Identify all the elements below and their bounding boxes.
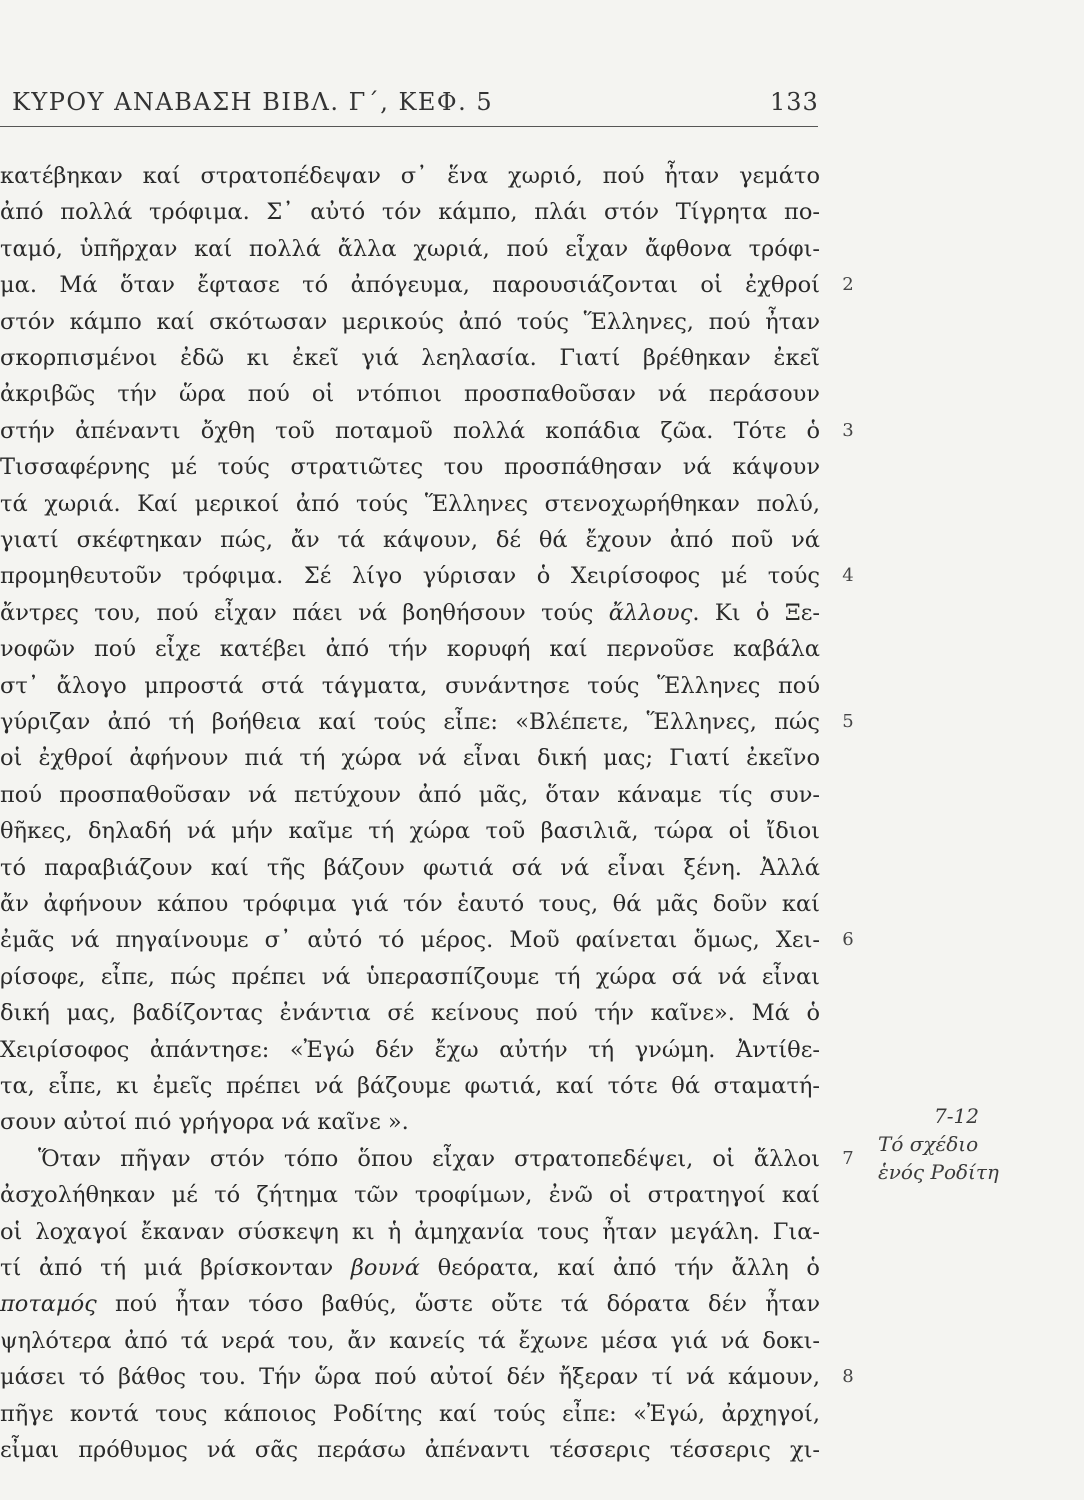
text-line: ψηλότερα ἀπό τά νερά του, ἄν κανείς τά ἔχωνε μέσα γιά νά δοκι- bbox=[0, 1327, 820, 1354]
text-line: Ὅταν πῆγαν στόν τόπο ὅπου εἶχαν στρατοπεδέψει, οἱ ἄλλοι bbox=[38, 1145, 820, 1172]
text-line: πῆγε κοντά τους κάποιος Ροδίτης καί τούς εἶπε: «Ἐγώ, ἀρχηγοί, bbox=[0, 1400, 820, 1427]
text-line: Χειρίσοφος ἀπάντησε: «Ἐγώ δέν ἔχω αὐτήν τή γνώμη. Ἀντίθε- bbox=[0, 1036, 820, 1063]
text-line: μάσει τό βάθος του. Τήν ὥρα πού αὐτοί δέν ἤξεραν τί νά κάμουν, bbox=[0, 1364, 820, 1391]
text-line: τό παραβιάζουν καί τῆς βάζουν φωτιά σά νά εἶναι ξένη. Ἀλλά bbox=[0, 854, 820, 881]
section-number: 6 bbox=[842, 929, 854, 951]
text-line: δική μας, βαδίζοντας ἐνάντια σέ κείνους πού τήν καῖνε». Μά ὁ bbox=[0, 1000, 820, 1027]
section-number: 4 bbox=[842, 565, 854, 587]
text-line: εἶμαι πρόθυμος νά σᾶς περάσω ἀπέναντι τέσσερις τέσσερις χι- bbox=[0, 1437, 820, 1463]
text-line: στ᾽ ἄλογο μπροστά στά τάγματα, συνάντησε τούς Ἕλληνες πού bbox=[0, 672, 820, 699]
italic-word: βουνά bbox=[350, 1255, 420, 1281]
text-line: στήν ἀπέναντι ὄχθη τοῦ ποταμοῦ πολλά κοπάδια ζῶα. Τότε ὁ bbox=[0, 417, 820, 444]
section-number: 2 bbox=[842, 274, 854, 296]
italic-word: ἄλλους bbox=[608, 599, 693, 626]
text-line: ἄν ἀφήνουν κάπου τρόφιμα γιά τόν ἑαυτό τους, θά μᾶς δοῦν καί bbox=[0, 891, 820, 917]
text-line: στόν κάμπο καί σκότωσαν μερικούς ἀπό τούς Ἕλληνες, πού ἦταν bbox=[0, 308, 820, 335]
header-rule bbox=[0, 126, 818, 127]
text-line: ρίσοφε, εἶπε, πώς πρέπει νά ὑπερασπίζουμε τή χώρα σά νά εἶναι bbox=[0, 963, 820, 990]
text-line: ἀκριβῶς τήν ὥρα πού οἱ ντόπιοι προσπαθοῦσαν νά περάσουν bbox=[0, 381, 820, 408]
margin-note-caption: ἑνός Ροδίτη bbox=[878, 1160, 999, 1184]
section-number: 3 bbox=[842, 419, 854, 441]
text-line: ἀπό πολλά τρόφιμα. Σ᾽ αὐτό τόν κάμπο, πλάι στόν Τίγρητα πο- bbox=[0, 199, 820, 226]
text-line: κατέβηκαν καί στρατοπέδεψαν σ᾽ ἕνα χωριό, πού ἦταν γεμάτο bbox=[0, 163, 820, 189]
text-line: ἄντρες του, πού εἶχαν πάει νά βοηθήσουν τούς ἄλλους. Κι ὁ Ξε- bbox=[0, 599, 820, 626]
text-line: γύριζαν ἀπό τή βοήθεια καί τούς εἶπε: «Βλέπετε, Ἕλληνες, πώς bbox=[0, 709, 820, 735]
text-line: ἀσχολήθηκαν μέ τό ζήτημα τῶν τροφίμων, ἐνῶ οἱ στρατηγοί καί bbox=[0, 1182, 820, 1209]
text-line: Τισσαφέρνης μέ τούς στρατιῶτες του προσπάθησαν νά κάψουν bbox=[0, 454, 820, 481]
text-line: οἱ λοχαγοί ἔκαναν σύσκεψη κι ἡ ἀμηχανία τους ἦταν μεγάλη. Για- bbox=[0, 1218, 820, 1245]
text-line: σκορπισμένοι ἐδῶ κι ἐκεῖ γιά λεηλασία. Γιατί βρέθηκαν ἐκεῖ bbox=[0, 345, 820, 371]
text-line: τί ἀπό τή μιά βρίσκονταν βουνά θεόρατα, καί ἀπό τήν ἄλλη ὁ bbox=[0, 1255, 820, 1281]
text-line: ἐμᾶς νά πηγαίνουμε σ᾽ αὐτό τό μέρος. Μοῦ φαίνεται ὅμως, Χει- bbox=[0, 927, 820, 954]
text-line: θῆκες, δηλαδή νά μήν καῖμε τή χώρα τοῦ βασιλιᾶ, τώρα οἱ ἴδιοι bbox=[0, 818, 820, 845]
margin-note bbox=[872, 1102, 1084, 1186]
text-line: γιατί σκέφτηκαν πώς, ἄν τά κάψουν, δέ θά ἔχουν ἀπό ποῦ νά bbox=[0, 527, 820, 553]
text-line: τα, εἶπε, κι ἐμεῖς πρέπει νά βάζουμε φωτιά, καί τότε θά σταματή- bbox=[0, 1073, 820, 1099]
text-line: νοφῶν πού εἶχε κατέβει ἀπό τήν κορυφή καί περνοῦσε καβάλα bbox=[0, 636, 820, 663]
running-head-title: ΚΥΡΟΥ ΑΝΑΒΑΣΗ ΒΙΒΛ. Γ΄, ΚΕΦ. 5 bbox=[12, 88, 494, 116]
text-line: σουν αὐτοί πιό γρήγορα νά καῖνε ». bbox=[0, 1109, 409, 1136]
text-line: πού προσπαθοῦσαν νά πετύχουν ἀπό μᾶς, ὅταν κάναμε τίς συν- bbox=[0, 781, 820, 808]
section-number: 7 bbox=[842, 1147, 854, 1169]
section-number: 5 bbox=[842, 711, 854, 732]
section-number: 8 bbox=[842, 1366, 854, 1388]
text-line: ποταμός πού ἦταν τόσο βαθύς, ὥστε οὔτε τά δόρατα δέν ἦταν bbox=[0, 1291, 820, 1318]
text-line: οἱ ἐχθροί ἀφήνουν πιά τή χώρα νά εἶναι δική μας; Γιατί ἐκεῖνο bbox=[0, 745, 820, 772]
margin-note-range: 7-12 bbox=[934, 1104, 979, 1128]
text-line: μα. Μά ὅταν ἔφτασε τό ἀπόγευμα, παρουσιάζονται οἱ ἐχθροί bbox=[0, 272, 820, 299]
italic-word: ποταμός bbox=[0, 1291, 97, 1318]
text-line: ταμό, ὑπῆρχαν καί πολλά ἄλλα χωριά, πού εἶχαν ἄφθονα τρόφι- bbox=[0, 235, 820, 262]
margin-note-caption: Τό σχέδιο bbox=[878, 1132, 979, 1156]
text-line: τά χωριά. Καί μερικοί ἀπό τούς Ἕλληνες στενοχωρήθηκαν πολύ, bbox=[0, 490, 820, 517]
page-number: 133 bbox=[770, 88, 819, 116]
text-line: προμηθευτοῦν τρόφιμα. Σέ λίγο γύρισαν ὁ Χειρίσοφος μέ τούς bbox=[0, 563, 820, 590]
